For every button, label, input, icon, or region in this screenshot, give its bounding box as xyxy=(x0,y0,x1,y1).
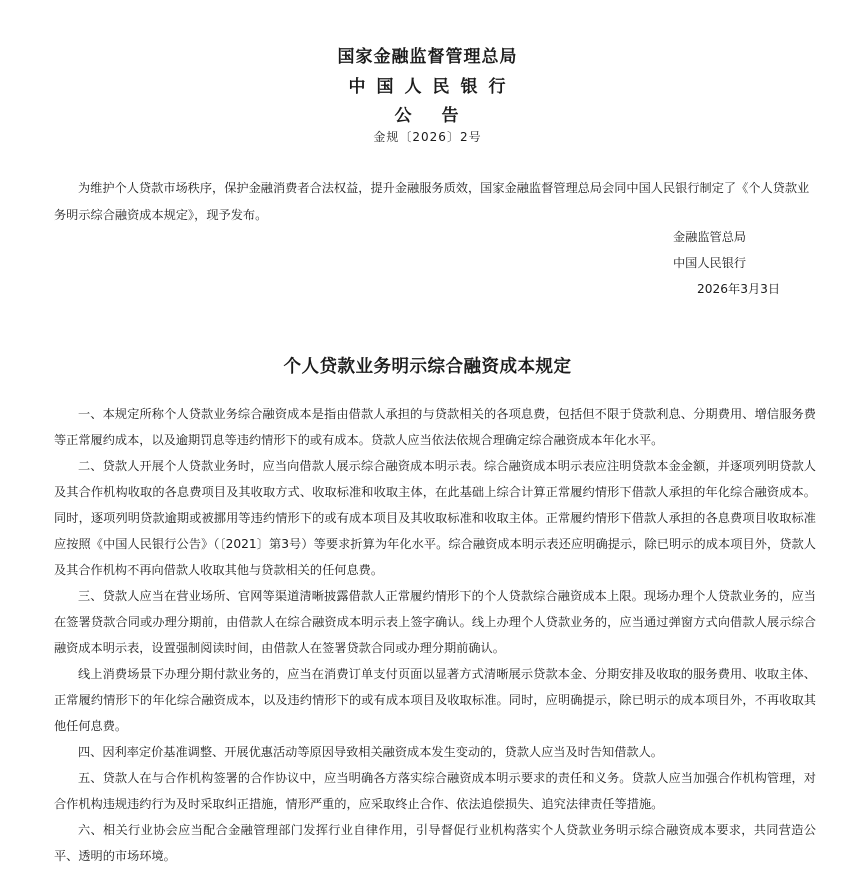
signature-pboc: 中国人民银行 xyxy=(673,256,747,270)
announcement-heading: 公告 xyxy=(394,106,489,126)
article-3-online: 线上消费场景下办理分期付款业务的，应当在消费订单支付页面以显著方式清晰展示贷款本金、分期安排及收取的服务费用、收取主体、正常履约情形下的年化综合融资成本，以及违约情形下的或有成本项目及收取标准。同时，应明确提示，除已明示的成本项目外，不再收取其他任何息费。 xyxy=(54,667,816,733)
article-2: 二、贷款人开展个人贷款业务时，应当向借款人展示综合融资成本明示表。综合融资成本明示表应注明贷款本金金额，并逐项列明贷款人及其合作机构收取的各息费项目及其收取方式、收取标准和收取主体，在此基础上综合计算正常履约情形下借款人承担的年化综合融资成本。同时，逐项列明贷款逾期或被挪用等违约情形下的或有成本项目及其收取标准和收取主体。正常履约情形下借款人承担的各息费项目收取标准应按照《中国人民银行公告》（〔2021〕第3号）等要求折算为年化水平。综合融资成本明示表还应明确提示，除已明示的成本项目外，贷款人及其合作机构不再向借款人收取其他与贷款相关的任何息费。 xyxy=(54,459,816,577)
issuer-name-pboc: 中国人民银行 xyxy=(348,77,517,97)
issuer-name-nfra: 国家金融监督管理总局 xyxy=(337,47,518,67)
regulation-body xyxy=(54,401,816,869)
article-5: 五、贷款人在与合作机构签署的合作协议中，应当明确各方落实综合融资成本明示要求的责任和义务。贷款人应当加强合作机构管理，对合作机构违规违约行为及时采取纠正措施，情形严重的，应采取终止合作、依法追偿损失、追究法律责任等措施。 xyxy=(54,771,816,811)
signature-nfra: 金融监管总局 xyxy=(673,230,747,244)
article-3: 三、贷款人应当在营业场所、官网等渠道清晰披露借款人正常履约情形下的个人贷款综合融资成本上限。现场办理个人贷款业务的，应当在签署贷款合同或办理分期前，由借款人在综合融资成本明示表上签字确认。线上办理个人贷款业务的，应当通过弹窗方式向借款人展示综合融资成本明示表，设置强制阅读时间，由借款人在签署贷款合同或办理分期前确认。 xyxy=(54,589,816,655)
article-1: 一、本规定所称个人贷款业务综合融资成本是指由借款人承担的与贷款相关的各项息费，包括但不限于贷款利息、分期费用、增信服务费等正常履约成本，以及逾期罚息等违约情形下的或有成本。贷款人应当依法依规合理确定综合融资成本年化水平。 xyxy=(54,407,816,447)
document-number: 金规〔2026〕2号 xyxy=(373,130,482,144)
article-6: 六、相关行业协会应当配合金融管理部门发挥行业自律作用，引导督促行业机构落实个人贷款业务明示综合融资成本要求，共同营造公平、透明的市场环境。 xyxy=(54,823,816,863)
signature-date: 2026年3月3日 xyxy=(697,282,781,296)
regulation-title: 个人贷款业务明示综合融资成本规定 xyxy=(283,357,572,377)
intro-paragraph: 为维护个人贷款市场秩序，保护金融消费者合法权益，提升金融服务质效，国家金融监督管理总局会同中国人民银行制定了《个人贷款业务明示综合融资成本规定》，现予发布。 xyxy=(54,181,810,222)
article-4: 四、因利率定价基准调整、开展优惠活动等原因导致相关融资成本发生变动的，贷款人应当及时告知借款人。 xyxy=(78,745,663,759)
